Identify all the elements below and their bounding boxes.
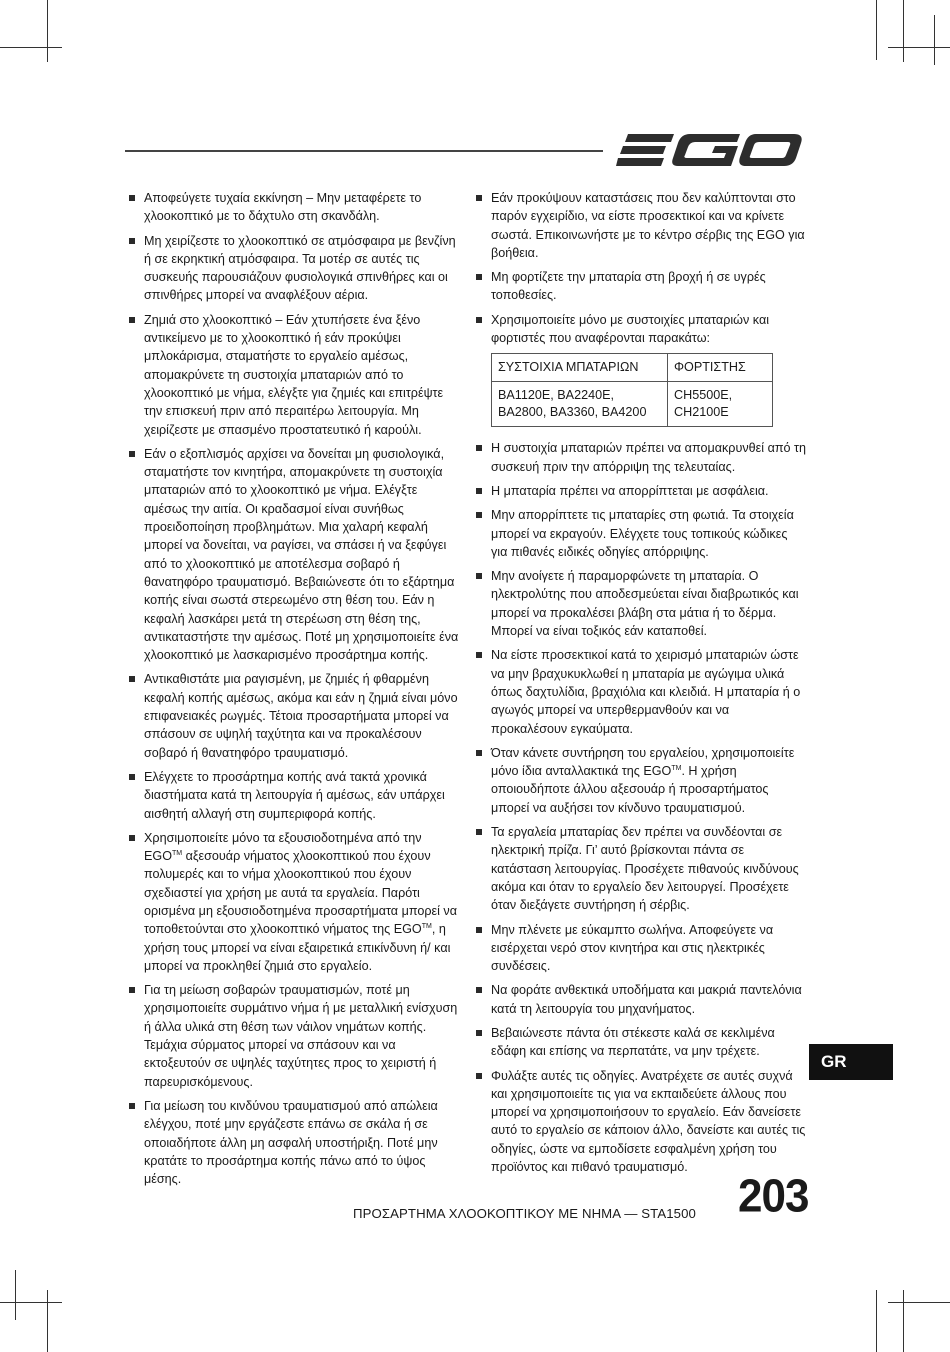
bullet-icon bbox=[476, 573, 482, 579]
bullet-icon bbox=[476, 652, 482, 658]
crop-mark bbox=[47, 0, 48, 62]
crop-mark bbox=[876, 1290, 877, 1352]
bullet-icon bbox=[129, 195, 135, 201]
list-item: Μη χειρίζεστε το χλοοκοπτικό σε ατμόσφαιρα με βενζίνη ή σε εκρηκτική ατμόσφαιρα. Τα μοτέρ σε αυτές τις συσκευής παρουσιάζουν φυσιολογικά σπινθήρες και οι σπινθήρες μπορεί να αναφλέξουν αέρια. bbox=[129, 232, 459, 305]
table-header-cell: ΦΟΡΤΙΣΤΗΣ bbox=[668, 354, 773, 382]
crop-mark bbox=[876, 0, 877, 60]
bullet-icon bbox=[476, 274, 482, 280]
list-item: Μην πλένετε με εύκαμπτο σωλήνα. Αποφεύγετε να εισέρχεται νερό στον κινητήρα και στις ηλεκτρικές συνδέσεις. bbox=[476, 921, 806, 976]
list-item: Να φοράτε ανθεκτικά υποδήματα και μακριά παντελόνια κατά τη λειτουργία του μηχανήματος. bbox=[476, 981, 806, 1018]
list-item: Για τη μείωση σοβαρών τραυματισμών, ποτέ μη χρησιμοποιείτε συρμάτινο νήμα ή με μεταλλική ενίσχυση ή άλλα υλικά στη θέση των νάιλον νημάτων κοπής. Τεμάχια σύρματος μπορεί να σπάσουν και να εκτοξευτούν σε υψηλές ταχύτητες προς το χειριστή ή παρευρισκόμενους. bbox=[129, 981, 459, 1091]
bullet-icon bbox=[476, 195, 482, 201]
table-row bbox=[492, 382, 773, 427]
list-item: Μην απορρίπτετε τις μπαταρίες στη φωτιά. Τα στοιχεία μπορεί να εκραγούν. Ελέγχετε τους τοπικούς κώδικες για πιθανές ειδικές οδηγίες απόρριψης. bbox=[476, 506, 806, 561]
list-item: Ελέγχετε το προσάρτημα κοπής ανά τακτά χρονικά διαστήματα κατά τη λειτουργία ή αμέσως, εάν υπάρχει αισθητή αλλαγή στη συμπεριφορά κοπής. bbox=[129, 768, 459, 823]
list-item: Η συστοιχία μπαταριών πρέπει να απομακρυνθεί από τη συσκευή πριν την απόρριψη της τελευταίας. bbox=[476, 439, 806, 476]
bullet-icon bbox=[476, 987, 482, 993]
bullet-icon bbox=[476, 927, 482, 933]
item-text-part: Όταν κάνετε συντήρηση του εργαλείου, χρησιμοποιείτε μόνο ίδια ανταλλακτικά της EGO bbox=[491, 745, 795, 779]
language-tab: GR bbox=[809, 1044, 893, 1080]
list-item: Αποφεύγετε τυχαία εκκίνηση – Μην μεταφέρετε το χλοοκοπτικό με το δάχτυλο στη σκανδάλη. bbox=[129, 189, 459, 226]
bullet-icon bbox=[476, 750, 482, 756]
list-item: Βεβαιώνεστε πάντα ότι στέκεστε καλά σε κεκλιμένα εδάφη και επίσης να περπατάτε, να μην τρέχετε. bbox=[476, 1024, 806, 1061]
item-text-part: αξεσουάρ νήματος χλοοκοπτικού που έχουν πολυμερές και το νήμα χλοοκοπτικού που έχουν σχεδιαστεί για χρήση με αυτά τα εργαλεία. Παρότι ορισμένα μη εξουσιοδοτημένα προσαρτήματα μπορεί να τοποθετούνται στο χλοοκοπτικό νήματος της EGO bbox=[144, 849, 457, 937]
trademark-mark: TM bbox=[421, 923, 432, 931]
list-item: Να είστε προσεκτικοί κατά το χειρισμό μπαταριών ώστε να μην βραχυκυκλωθεί η μπαταρία με αγώγιμα υλικά όπως δαχτυλίδια, βραχιόλια και κλειδιά. Η μπαταρία ή ο αγωγός μπορεί να υπερθερμανθούν και να προκαλέσουν εγκαύματα. bbox=[476, 646, 806, 737]
bullet-icon bbox=[476, 1030, 482, 1036]
crop-mark bbox=[15, 1270, 16, 1320]
list-item bbox=[129, 829, 459, 975]
bullet-icon bbox=[129, 676, 135, 682]
header-rule bbox=[125, 150, 603, 152]
bullet-icon bbox=[129, 987, 135, 993]
battery-charger-table bbox=[491, 353, 773, 427]
list-item: Εάν ο εξοπλισμός αρχίσει να δονείται μη φυσιολογικά, σταματήστε τον κινητήρα, απομακρύνετε τη συστοιχία μπαταριών από το χλοοκοπτικό με νήμα. Ελέγξτε αμέσως την αιτία. Οι κραδασμοί είναι συνήθως προειδοποίηση προβλημάτων. Μια χαλαρή κεφαλή μπορεί να δονείται, να ραγίσει, να σπάσει ή να ξεφύγει από το χλοοκοπτικό με αποτέλεσμα σοβαρό ή θανατηφόρο τραυματισμό. Βεβαιώνεστε ότι το εξάρτημα κοπής είναι σωστά στερεωμένο στη θέση του. Εάν η κεφαλή λασκάρει μετά τη στερέωση στη θέση της, αντικαταστήστε την αμέσως. Ποτέ μη χρησιμοποιείτε ένα χλοοκοπτικό με λασκαρισμένο προσάρτημα κοπής. bbox=[129, 445, 459, 665]
crop-mark bbox=[903, 1290, 904, 1352]
bullet-icon bbox=[476, 317, 482, 323]
item-text-part: , η χρήση τους μπορεί να είναι εξαιρετικά επικίνδυνη ή/ και μπορεί να προκληθεί ζημιά στο εργαλείο. bbox=[144, 922, 451, 973]
list-item bbox=[476, 744, 806, 817]
item-text-part: . Η χρήση οποιουδήποτε άλλου αξεσουάρ ή προσαρτήματος μπορεί να αυξήσει τον κίνδυνο τραυματισμού. bbox=[491, 764, 769, 815]
list-item: Αντικαθιστάτε μια ραγισμένη, με ζημιές ή φθαρμένη κεφαλή κοπής αμέσως, ακόμα και εάν η ζημιά είναι μόνο επιφανειακές ρωγμές. Τέτοια προσαρτήματα μπορεί να σπάσουν σε υψηλή ταχύτητα και να προκαλέσουν σοβαρό ή θανατηφόρο τραυματισμό. bbox=[129, 670, 459, 761]
crop-mark bbox=[0, 1302, 62, 1303]
page-number: 203 bbox=[738, 1170, 809, 1223]
footer-title: ΠΡΟΣΑΡΤΗΜΑ ΧΛΟΟΚΟΠΤΙΚΟΥ ΜΕ ΝΗΜΑ — STA1500 bbox=[353, 1206, 696, 1221]
table-header-cell: ΣΥΣΤΟΙΧΙΑ ΜΠΑΤΑΡΙΩΝ bbox=[492, 354, 668, 382]
list-item: Φυλάξτε αυτές τις οδηγίες. Ανατρέχετε σε αυτές συχνά και χρησιμοποιείτε τις για να εκπαιδεύετε άλλους που μπορεί να χρησιμοποιήσουν το εργαλείο. Εάν δανείσετε αυτό το εργαλείο σε κάποιον άλλο, δανείστε και αυτές τις οδηγίες, ώστε να εμποδίσετε εσφαλμένη χρήση του προϊόντος και πιθανό τραυματισμό. bbox=[476, 1067, 806, 1177]
item-text-part: Χρησιμοποιείτε μόνο τα εξουσιοδοτημένα από την EGO bbox=[144, 830, 422, 864]
bullet-icon bbox=[129, 238, 135, 244]
list-item: Χρησιμοποιείτε μόνο με συστοιχίες μπαταριών και φορτιστές που αναφέρονται παρακάτω: bbox=[476, 311, 806, 348]
table-cell: CH5500E, CH2100E bbox=[668, 382, 773, 427]
table-header-row bbox=[492, 354, 773, 382]
bullet-icon bbox=[129, 317, 135, 323]
table-cell: BA1120E, BA2240E, BA2800, BA3360, BA4200 bbox=[492, 382, 668, 427]
crop-mark bbox=[47, 1290, 48, 1352]
ego-logo bbox=[616, 128, 802, 172]
list-item: Μην ανοίγετε ή παραμορφώνετε τη μπαταρία. Ο ηλεκτρολύτης που αποδεσμεύεται είναι διαβρωτικός και μπορεί να προκαλέσει βλάβη στα μάτια ή το δέρμα. Μπορεί να είναι τοξικός εάν καταποθεί. bbox=[476, 567, 806, 640]
crop-mark bbox=[888, 47, 950, 48]
list-item: Εάν προκύψουν καταστάσεις που δεν καλύπτονται στο παρόν εγχειρίδιο, να είστε προσεκτικοί και να κρίνετε σωστά. Επικοινωνήστε με το κέντρο σέρβις της EGO για βοήθεια. bbox=[476, 189, 806, 262]
crop-mark bbox=[888, 1302, 950, 1303]
bullet-icon bbox=[476, 1073, 482, 1079]
left-column bbox=[129, 189, 459, 1194]
bullet-icon bbox=[476, 488, 482, 494]
list-item: Ζημιά στο χλοοκοπτικό – Εάν χτυπήσετε ένα ξένο αντικείμενο με το χλοοκοπτικό ή εάν προκύψει μπλοκάρισμα, σταματήστε το εργαλείο αμέσως, απομακρύνετε τη συστοιχία μπαταριών από το χλοοκοπτικό με νήμα, ελέγξτε για ζημιές και επιτρέψτε την επισκευή πριν από περαιτέρω λειτουργία. Μη χειρίζεστε με σπασμένο προστατευτικό ή καρούλι. bbox=[129, 311, 459, 439]
bullet-icon bbox=[129, 835, 135, 841]
bullet-icon bbox=[476, 512, 482, 518]
crop-mark bbox=[0, 47, 62, 48]
list-item: Για μείωση του κινδύνου τραυματισμού από απώλεια ελέγχου, ποτέ μην εργάζεστε επάνω σε σκάλα ή σε οποιαδήποτε άλλη μη ασφαλή υποστήριξη. Ποτέ μην κρατάτε το προσάρτημα κοπής πάνω από το ύψος μέσης. bbox=[129, 1097, 459, 1188]
list-item: Μη φορτίζετε την μπαταρία στη βροχή ή σε υγρές τοποθεσίες. bbox=[476, 268, 806, 305]
crop-mark bbox=[903, 0, 904, 62]
list-item: Τα εργαλεία μπαταρίας δεν πρέπει να συνδέονται σε ηλεκτρική πρίζα. Γι’ αυτό βρίσκονται πάντα σε κατάσταση λειτουργίας. Προσέχετε πιθανούς κινδύνους ακόμα και όταν το εργαλείο δεν λειτουργεί. Προσέχετε όταν διεξάγετε συντήρηση ή σέρβις. bbox=[476, 823, 806, 914]
bullet-icon bbox=[476, 445, 482, 451]
bullet-icon bbox=[476, 829, 482, 835]
bullet-icon bbox=[129, 1103, 135, 1109]
list-item: Η μπαταρία πρέπει να απορρίπτεται με ασφάλεια. bbox=[476, 482, 806, 500]
bullet-icon bbox=[129, 774, 135, 780]
bullet-icon bbox=[129, 451, 135, 457]
right-column bbox=[476, 189, 806, 1182]
crop-mark bbox=[934, 15, 935, 65]
trademark-mark: TM bbox=[172, 849, 183, 857]
trademark-mark: TM bbox=[671, 764, 682, 772]
